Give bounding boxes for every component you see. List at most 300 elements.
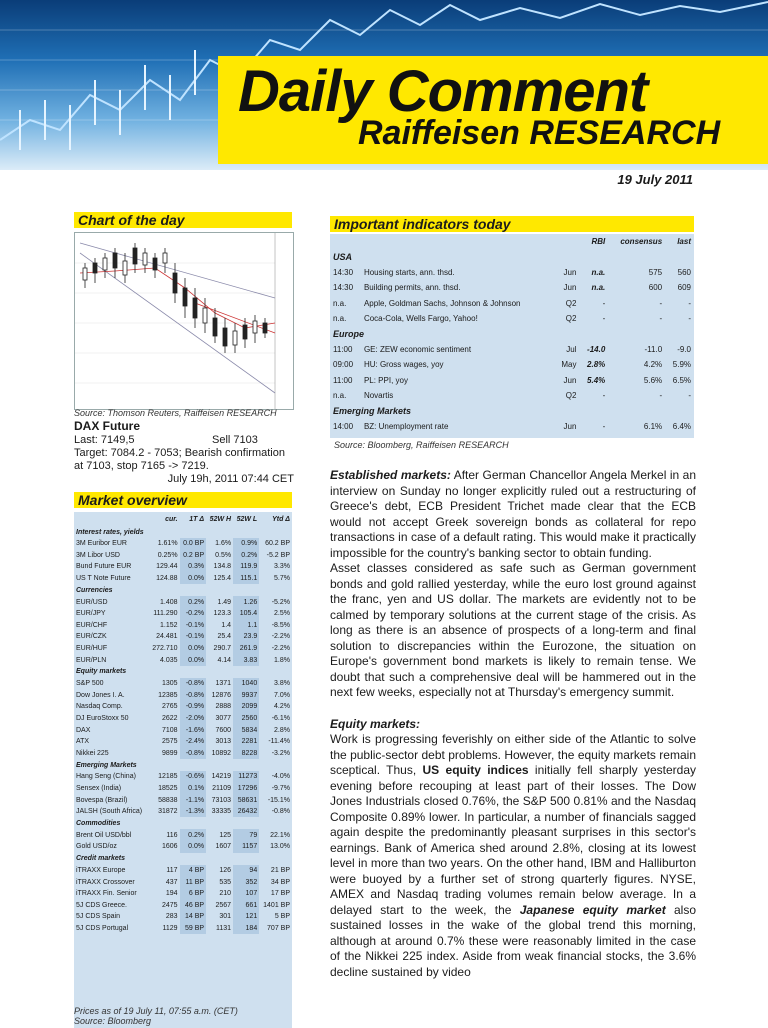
indicators-cell: 575 xyxy=(648,267,663,277)
market-cell: 210 xyxy=(219,890,232,898)
market-cell: 24.481 xyxy=(156,633,178,641)
market-cell: 1.26 xyxy=(233,596,259,608)
dax-target: Target: 7084.2 - 7053; Bearish confirmation at 7103, stop 7165 -> 7219. xyxy=(74,447,285,472)
market-row xyxy=(74,596,292,608)
indicators-row xyxy=(330,373,694,388)
market-group-title: Commodities xyxy=(76,819,121,827)
market-cell: -0.8% xyxy=(180,678,207,690)
market-row xyxy=(74,561,292,573)
indicators-cell: Q2 xyxy=(565,314,577,324)
indicators-row xyxy=(330,419,694,434)
dax-timestamp: July 19h, 2011 07:44 CET xyxy=(167,473,294,485)
market-cell: 0.2% xyxy=(180,829,207,841)
market-row-name: EUR/PLN xyxy=(76,656,107,664)
dax-chart xyxy=(74,232,294,410)
indicators-table xyxy=(330,234,694,438)
indicators-cell: -11.0 xyxy=(644,344,663,354)
indicators-region-row xyxy=(330,249,694,264)
market-cell: 7600 xyxy=(215,726,232,734)
market-cell: 34 BP xyxy=(270,878,290,886)
japanese-equity-bold: Japanese equity market xyxy=(519,902,666,917)
market-cell: 352 xyxy=(233,876,259,888)
market-cell: 1131 xyxy=(216,924,232,932)
paragraph-established xyxy=(330,468,696,561)
indicators-cell: - xyxy=(688,391,691,401)
indicators-cell: - xyxy=(688,314,691,324)
market-row-name: JALSH (South Africa) xyxy=(76,808,143,816)
equity-heading: Equity markets: xyxy=(330,716,421,731)
indicators-cell: 6.1% xyxy=(643,421,663,431)
market-cell: 3013 xyxy=(215,738,232,746)
market-group-title: Emerging Markets xyxy=(76,761,137,769)
market-row-name: Bund Future EUR xyxy=(76,563,132,571)
indicators-cell: - xyxy=(659,298,663,308)
market-row-name: Nikkei 225 xyxy=(76,749,109,757)
market-cell: 33335 xyxy=(211,808,232,816)
market-cell: 1.1 xyxy=(233,620,259,632)
market-cell: 2281 xyxy=(233,736,259,748)
market-row xyxy=(74,724,292,736)
indicators-row xyxy=(330,311,694,326)
indicators-col-header: consensus xyxy=(620,237,663,247)
market-cell: 661 xyxy=(233,899,259,911)
market-cell: 0.25% xyxy=(157,551,178,559)
market-cell: 0.2 BP xyxy=(180,550,207,562)
indicators-col-header: RBI xyxy=(591,237,606,247)
indicators-row xyxy=(330,265,694,280)
market-row-name: EUR/HUF xyxy=(76,645,108,653)
market-cell: 10892 xyxy=(211,749,232,757)
market-cell: 21 BP xyxy=(270,866,290,874)
market-cell: 1040 xyxy=(233,678,259,690)
indicators-region-name: Emerging Markets xyxy=(333,405,412,416)
market-cell: 707 BP xyxy=(267,924,290,932)
market-row xyxy=(74,923,292,935)
market-row-name: ATX xyxy=(76,738,90,746)
market-cell: -0.8% xyxy=(180,690,207,702)
market-cell: 9937 xyxy=(233,690,259,702)
indicators-region-name: USA xyxy=(333,252,353,263)
dax-last: Last: 7149,5 xyxy=(74,434,135,446)
indicators-cell: n.a. xyxy=(333,314,347,324)
equity-text-1: Work is progressing feverishly on either side of the Atlantic to solve the public-sector debt problems. However, the equity markets remain sceptical. Thus, xyxy=(330,732,696,777)
market-cell: 261.9 xyxy=(233,643,259,655)
market-cell: -9.7% xyxy=(271,784,290,792)
market-cell: 12185 xyxy=(158,773,178,781)
indicators-cell: 560 xyxy=(677,267,691,277)
market-row-name: Sensex (India) xyxy=(76,784,122,792)
market-cell: -0.8% xyxy=(180,748,207,760)
indicators-cell: Jun xyxy=(563,283,577,293)
market-row-name: DAX xyxy=(76,726,91,734)
market-cell: 535 xyxy=(219,878,232,886)
market-row xyxy=(74,829,292,841)
indicators-cell: - xyxy=(602,298,606,308)
market-cell: -3.2% xyxy=(271,749,290,757)
indicators-cell: BZ: Unemployment rate xyxy=(363,421,449,431)
market-cell: 2.5% xyxy=(274,610,290,618)
market-cell: 26432 xyxy=(233,806,259,818)
market-cell: -2.4% xyxy=(180,736,207,748)
market-cell: 94 xyxy=(233,865,259,877)
market-col-header: 52W L xyxy=(236,515,258,523)
indicators-col-header: last xyxy=(677,237,691,247)
market-row xyxy=(74,678,292,690)
market-cell: 3.8% xyxy=(274,680,290,688)
market-cell: 17296 xyxy=(233,783,259,795)
market-cell: 1606 xyxy=(161,843,178,851)
market-row-name: iTRAXX Fin. Senior xyxy=(76,890,137,898)
market-cell: 301 xyxy=(219,913,232,921)
indicators-cell: 6.4% xyxy=(672,421,691,431)
market-cell: 0.1% xyxy=(180,783,207,795)
market-row xyxy=(74,608,292,620)
market-row xyxy=(74,573,292,585)
market-source: Source: Bloomberg xyxy=(74,1016,152,1026)
market-cell: 46 BP xyxy=(180,899,207,911)
indicators-cell: 11:00 xyxy=(333,344,353,354)
market-cell: 22.1% xyxy=(270,831,290,839)
indicators-heading: Important indicators today xyxy=(330,216,694,232)
market-cell: 9899 xyxy=(161,749,178,757)
market-row-name: Nasdaq Comp. xyxy=(76,703,123,711)
indicators-header-row xyxy=(330,234,694,249)
market-cell: 1129 xyxy=(162,924,178,932)
market-cell: 124.88 xyxy=(156,575,178,583)
market-cell: 2575 xyxy=(161,738,178,746)
indicators-cell: - xyxy=(659,314,663,324)
market-cell: 58838 xyxy=(158,796,178,804)
equity-text-2: initially fell sharply yesterday evening before recouping at least part of their losses. The Dow Jones Industrials closed 0.76%, the S&P 500 0.81% and the Nasdaq Composite 0.89% lower. In particular, a number of financials sagged again despite the predominantly pleasant surprises in this sector's earnings. Bank of America shed around 2.8%, closing at its lowest level in more than two years. On the other hand, IBM and Halliburton were buoyed by a further set of strong quarterly figures. NYSE, AMEX and Nasdaq trading volumes remain below average. In a delayed start to the week, the xyxy=(330,763,696,917)
market-row-name: EUR/CZK xyxy=(76,633,107,641)
indicators-row xyxy=(330,357,694,372)
market-cell: -8.5% xyxy=(271,621,290,629)
us-equity-bold: US equity indices xyxy=(422,763,529,777)
indicators-cell: PL: PPI, yoy xyxy=(363,375,408,385)
market-cell: 1.408 xyxy=(160,598,178,606)
market-cell: 1371 xyxy=(215,680,232,688)
market-cell: -15.1% xyxy=(267,796,290,804)
chart-of-day-heading: Chart of the day xyxy=(74,212,292,228)
market-cell: 1.61% xyxy=(157,540,178,548)
market-cell: 184 xyxy=(233,923,259,935)
market-row xyxy=(74,888,292,900)
market-row xyxy=(74,538,292,550)
market-cell: -2.0% xyxy=(180,713,207,725)
market-row xyxy=(74,713,292,725)
market-cell: 25.4 xyxy=(217,633,232,641)
indicators-cell: 4.2% xyxy=(643,360,663,370)
market-row xyxy=(74,631,292,643)
market-row xyxy=(74,911,292,923)
market-cell: 11 BP xyxy=(180,876,207,888)
market-cell: 2622 xyxy=(161,715,178,723)
chart-source: Source: Thomson Reuters, Raiffeisen RESEARCH xyxy=(74,408,277,418)
market-cell: 1.4 xyxy=(221,621,232,629)
paragraph-equity xyxy=(330,732,696,980)
market-row xyxy=(74,841,292,853)
market-cell: 60.2 BP xyxy=(265,540,290,548)
page-title: Daily Comment xyxy=(238,59,648,124)
market-cell: 0.5% xyxy=(215,551,232,559)
market-row-name: Bovespa (Brazil) xyxy=(76,796,128,804)
market-cell: 14219 xyxy=(211,773,232,781)
market-cell: 107 xyxy=(233,888,259,900)
market-row xyxy=(74,550,292,562)
indicators-cell: - xyxy=(602,314,606,324)
established-heading: Established markets: xyxy=(330,468,451,482)
market-group-row xyxy=(74,526,292,538)
market-cell: 13.0% xyxy=(270,843,290,851)
market-cell: 123.3 xyxy=(213,610,232,618)
indicators-cell: 5.9% xyxy=(672,360,691,370)
market-cell: -1.1% xyxy=(180,794,207,806)
market-row xyxy=(74,899,292,911)
market-cell: 12385 xyxy=(158,691,178,699)
indicators-cell: Building permits, ann. thsd. xyxy=(363,283,461,293)
indicators-cell: 14:00 xyxy=(333,421,354,431)
indicators-cell: Jun xyxy=(563,421,577,431)
market-cell: 2.8% xyxy=(274,726,290,734)
indicators-cell: 5.4% xyxy=(587,375,606,385)
indicators-row xyxy=(330,280,694,295)
paragraph-safe-assets: Asset classes considered as safe such as German government bonds and gold rallied yesterday, while the euro lost ground against the franc, yen and US dollar. The markets are evidently not to be calmed by temporary solutions at the current stage of the crisis. As long as there is an absence of prospects of a long-term and final solution to discrepancies within the Eurozone, the situation on Europe's government bond markets is likely to remain tense. We doubt that such a comprehensive deal will be hammered out in the next few weeks, especially not at Thursday's emergency summit. xyxy=(330,561,696,699)
market-row-name: Brent Oil USD/bbl xyxy=(76,831,132,839)
market-cell: 1.8% xyxy=(274,656,290,664)
market-row-name: iTRAXX Europe xyxy=(76,866,126,874)
indicators-cell: - xyxy=(602,421,606,431)
indicators-cell: Q2 xyxy=(565,391,577,401)
market-cell: 105.4 xyxy=(233,608,259,620)
indicators-cell: 09:00 xyxy=(333,360,354,370)
market-row-name: 5J CDS Spain xyxy=(76,913,120,921)
market-cell: 1305 xyxy=(161,680,178,688)
indicators-cell: Apple, Goldman Sachs, Johnson & Johnson xyxy=(363,298,521,308)
market-cell: 1.152 xyxy=(160,621,178,629)
market-cell: -0.1% xyxy=(180,620,207,632)
market-row-name: DJ EuroStoxx 50 xyxy=(76,715,129,723)
market-cell: 21109 xyxy=(212,784,232,792)
market-group-row xyxy=(74,817,292,829)
market-overview-table xyxy=(74,512,292,1028)
market-cell: 18525 xyxy=(158,784,178,792)
market-cell: 0.0 BP xyxy=(180,538,207,550)
market-group-row xyxy=(74,759,292,771)
market-cell: 126 xyxy=(219,866,232,874)
market-cell: -0.6% xyxy=(180,771,207,783)
market-cell: 3.83 xyxy=(233,654,259,666)
market-cell: 0.0% xyxy=(180,573,207,585)
market-cell: 8228 xyxy=(233,748,259,760)
market-cell: 283 xyxy=(165,913,178,921)
indicators-cell: 14:30 xyxy=(333,267,354,277)
market-row-name: EUR/JPY xyxy=(76,610,106,618)
market-cell: 58631 xyxy=(233,794,259,806)
market-row-name: 3M Libor USD xyxy=(76,551,120,559)
market-cell: -1.3% xyxy=(180,806,207,818)
market-cell: -2.2% xyxy=(271,645,290,653)
market-cell: 115.1 xyxy=(233,573,259,585)
indicators-cell: - xyxy=(659,391,663,401)
market-cell: -0.2% xyxy=(180,608,207,620)
market-cell: 2475 xyxy=(161,901,178,909)
indicators-cell: Jun xyxy=(563,375,577,385)
indicators-cell: 2.8% xyxy=(587,360,606,370)
market-cell: 1607 xyxy=(215,843,232,851)
market-row-name: 3M Euribor EUR xyxy=(76,540,127,548)
market-cell: 125 xyxy=(219,831,232,839)
market-group-title: Interest rates, yields xyxy=(76,528,144,536)
indicators-source: Source: Bloomberg, Raiffeisen RESEARCH xyxy=(334,440,509,450)
dax-candlestick-chart xyxy=(75,233,293,409)
market-row xyxy=(74,783,292,795)
article-body xyxy=(330,468,696,980)
market-group-title: Equity markets xyxy=(76,668,127,676)
market-cell: 7108 xyxy=(161,726,178,734)
market-row xyxy=(74,643,292,655)
market-cell: 2560 xyxy=(233,713,259,725)
indicators-region-row xyxy=(330,326,694,341)
indicators-cell: GE: ZEW economic sentiment xyxy=(363,344,472,354)
market-cell: 12876 xyxy=(211,691,232,699)
market-cell: -11.4% xyxy=(268,738,290,746)
indicators-cell: -14.0 xyxy=(587,344,606,354)
market-cell: 3.3% xyxy=(274,563,290,571)
indicators-header-blank xyxy=(554,234,579,249)
market-row xyxy=(74,794,292,806)
indicators-cell: Jul xyxy=(566,344,577,354)
indicators-cell: 11:00 xyxy=(333,375,353,385)
market-cell: 121 xyxy=(233,911,259,923)
market-cell: 119.9 xyxy=(233,561,259,573)
market-header-blank xyxy=(74,512,148,526)
market-cell: -5.2 BP xyxy=(266,551,290,559)
indicators-row xyxy=(330,296,694,311)
indicators-cell: n.a. xyxy=(333,391,347,401)
market-cell: 290.7 xyxy=(213,645,232,653)
indicators-cell: 6.5% xyxy=(672,375,691,385)
market-cell: 2567 xyxy=(215,901,232,909)
market-row-name: S&P 500 xyxy=(76,680,104,688)
market-cell: 111.290 xyxy=(153,610,178,618)
market-cell: 437 xyxy=(165,878,178,886)
market-row-name: EUR/USD xyxy=(76,598,108,606)
market-row-name: Hang Seng (China) xyxy=(76,773,136,781)
market-col-header: Ytd Δ xyxy=(272,515,290,523)
indicators-header-blank xyxy=(361,234,554,249)
market-cell: 3077 xyxy=(215,715,232,723)
market-cell: 2765 xyxy=(161,703,178,711)
market-cell: 117 xyxy=(166,866,178,874)
market-cell: 0.9% xyxy=(233,538,259,550)
market-row-name: EUR/CHF xyxy=(76,621,108,629)
market-cell: -2.2% xyxy=(271,633,290,641)
market-row-name: Dow Jones I. A. xyxy=(76,691,125,699)
market-group-title: Credit markets xyxy=(76,855,126,863)
title-box xyxy=(218,56,768,164)
market-group-row xyxy=(74,584,292,596)
market-cell: 1157 xyxy=(233,841,259,853)
market-cell: 2888 xyxy=(215,703,232,711)
market-col-header: 52W H xyxy=(209,515,232,523)
market-cell: 129.44 xyxy=(156,563,178,571)
market-col-header: 1T Δ xyxy=(189,515,205,523)
indicators-cell: - xyxy=(688,298,691,308)
market-cell: 14 BP xyxy=(180,911,207,923)
market-row-name: 5J CDS Portugal xyxy=(76,924,129,932)
market-cell: 2099 xyxy=(233,701,259,713)
market-overview-heading: Market overview xyxy=(74,492,292,508)
market-row-name: iTRAXX Crossover xyxy=(76,878,135,886)
market-row xyxy=(74,748,292,760)
market-cell: 5 BP xyxy=(274,913,290,921)
market-cell: 4 BP xyxy=(180,865,207,877)
indicators-cell: Coca-Cola, Wells Fargo, Yahoo! xyxy=(363,314,478,324)
indicators-row xyxy=(330,342,694,357)
market-header-row xyxy=(74,512,292,526)
dax-title: DAX Future xyxy=(74,419,140,433)
indicators-cell: - xyxy=(602,391,606,401)
market-cell: 7.0% xyxy=(274,691,290,699)
market-cell: 0.0% xyxy=(180,841,207,853)
market-row-name: Gold USD/oz xyxy=(76,843,117,851)
report-date: 19 July 2011 xyxy=(617,172,693,187)
market-cell: 116 xyxy=(166,831,178,839)
market-cell: -0.1% xyxy=(180,631,207,643)
market-cell: 79 xyxy=(233,829,259,841)
market-cell: 0.2% xyxy=(233,550,259,562)
market-row xyxy=(74,690,292,702)
market-row xyxy=(74,806,292,818)
market-cell: 1.6% xyxy=(215,540,232,548)
indicators-cell: Jun xyxy=(563,267,577,277)
market-cell: 11273 xyxy=(233,771,259,783)
indicators-region-row xyxy=(330,403,694,418)
market-row xyxy=(74,701,292,713)
market-cell: 125.4 xyxy=(213,575,232,583)
market-cell: -0.9% xyxy=(180,701,207,713)
indicators-cell: 5.6% xyxy=(643,375,663,385)
indicators-header-blank xyxy=(330,234,361,249)
market-cell: 1401 BP xyxy=(263,901,290,909)
indicators-cell: May xyxy=(561,360,577,370)
indicators-cell: Novartis xyxy=(363,391,394,401)
market-cell: 272.710 xyxy=(152,645,178,653)
market-row xyxy=(74,736,292,748)
market-cell: 4.035 xyxy=(160,656,178,664)
page-subtitle: Raiffeisen RESEARCH xyxy=(358,114,721,152)
market-cell: 5.7% xyxy=(274,575,290,583)
market-row xyxy=(74,654,292,666)
market-cell: -6.1% xyxy=(271,715,290,723)
market-row xyxy=(74,620,292,632)
market-cell: -1.6% xyxy=(180,724,207,736)
market-row xyxy=(74,876,292,888)
dax-sell: Sell 7103 xyxy=(212,434,258,446)
indicators-cell: n.a. xyxy=(333,298,347,308)
market-cell: 0.3% xyxy=(180,561,207,573)
market-cell: 4.14 xyxy=(217,656,232,664)
established-text: After German Chancellor Angela Merkel in an interview on Sunday no longer explicitly ruled out a restructuring of Greece's debt, ECB President Trichet made clear that the ECB would not accept Greek sovereign bonds as collateral for repo transactions in case of a default rating. This would make it practically impossible for the country's banking sector to obtain funding. xyxy=(330,468,697,560)
market-cell: 31872 xyxy=(158,808,178,816)
dax-future-info xyxy=(74,420,294,486)
market-row-name: US T Note Future xyxy=(76,575,131,583)
market-cell: 1.49 xyxy=(217,598,232,606)
market-col-header: cur. xyxy=(165,515,178,523)
indicators-cell: HU: Gross wages, yoy xyxy=(363,360,444,370)
market-cell: 0.0% xyxy=(180,654,207,666)
market-cell: -0.8% xyxy=(271,808,290,816)
